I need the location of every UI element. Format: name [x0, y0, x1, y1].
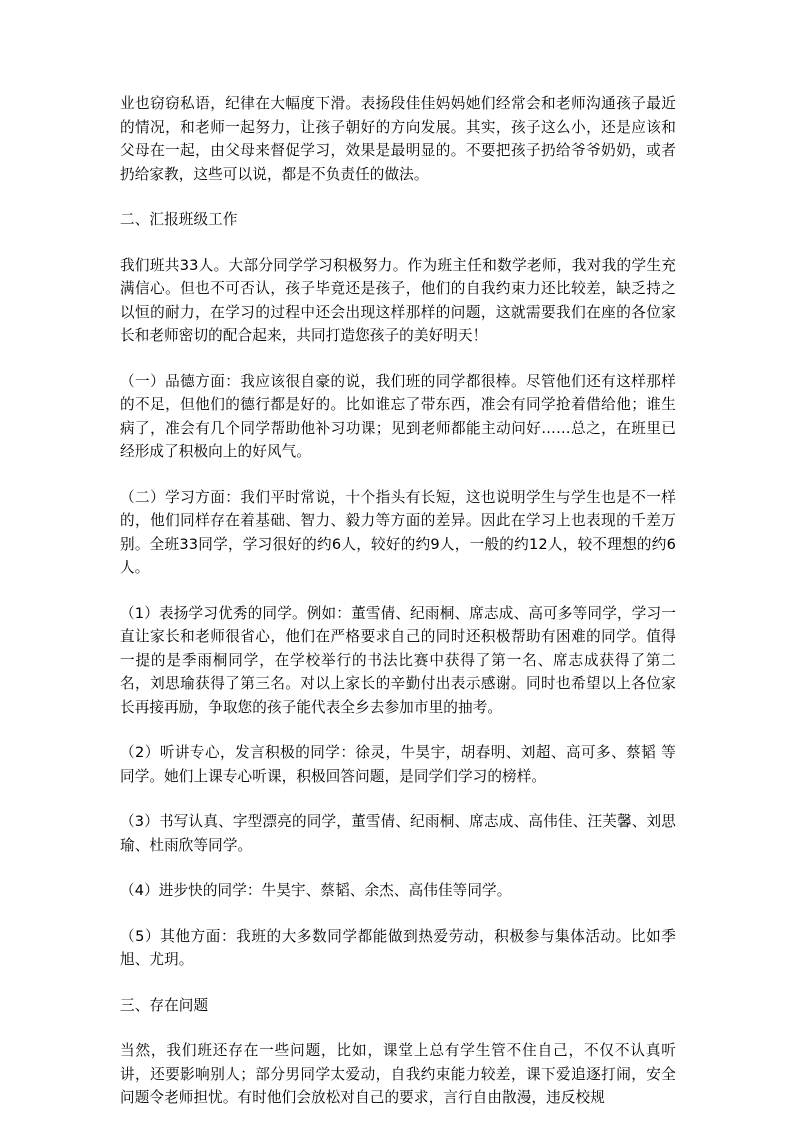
paragraph-class-overview: 我们班共33人。大部分同学学习积极努力。作为班主任和数学老师，我对我的学生充满信心。但也不可否认，孩子毕竟还是孩子，他们的自我约束力还比较差，缺乏持之以恒的耐力，在学习的过程中还会出现这样那样的问题，这就需要我们在座的各位家长和老师密切的配合起来，共同打造您孩子的美好明天！ — [120, 256, 676, 344]
paragraph-excellent-students: （1）表扬学习优秀的同学。例如：董雪倩、纪雨桐、席志成、高可多等同学，学习一直让家长和老师很省心，他们在严格要求自己的同时还积极帮助有困难的同学。值得一提的是季雨桐同学，在学校举行的书法比赛中获得了第一名、席志成获得了第二名，刘思瑜获得了第三名。对以上家长的辛勤付出表示感谢。同时也希望以上各位家长再接再励，争取您的孩子能代表全乡去参加市里的抽考。 — [120, 604, 676, 716]
paragraph-parent-communication: 业也窃窃私语，纪律在大幅度下滑。表扬段佳佳妈妈她们经常会和老师沟通孩子最近的情况，和老师一起努力，让孩子朝好的方向发展。其实，孩子这么小，还是应该和父母在一起，由父母来督促学习，效果是最明显的。不要把孩子扔给爷爷奶奶，或者扔给家教，这些可以说，都是不负责任的做法。 — [120, 95, 676, 183]
paragraph-existing-problems: 当然，我们班还存在一些问题，比如，课堂上总有学生管不住自己，不仅不认真听讲，还要影响别人；部分男同学太爱动，自我约束能力较差，课下爱追逐打闹，安全问题令老师担忧。有时他们会放松对自己的要求，言行自由散漫，违反校规 — [120, 1042, 676, 1106]
paragraph-fast-progress: （4）进步快的同学：牛昊宇、蔡韬、余杰、高伟佳等同学。 — [120, 882, 512, 899]
paragraph-other-aspects: （5）其他方面：我班的大多数同学都能做到热爱劳动，积极参与集体活动。比如季旭、尤玥。 — [120, 927, 676, 968]
paragraph-good-handwriting: （3）书写认真、字型漂亮的同学，董雪倩、纪雨桐、席志成、高伟佳、汪芙馨、刘思瑜、杜雨欣等同学。 — [120, 813, 676, 854]
paragraph-moral-aspect: （一）品德方面：我应该很自豪的说，我们班的同学都很棒。尽管他们还有这样那样的不足，但他们的德行都是好的。比如谁忘了带东西，准会有同学抢着借给他；谁生病了，准会有几个同学帮助他补习功课；见到老师都能主动问好……总之，在班里已经形成了积极向上的好风气。 — [120, 372, 676, 460]
section-heading-class-report: 二、汇报班级工作 — [120, 211, 238, 228]
section-heading-problems: 三、存在问题 — [120, 996, 209, 1014]
paragraph-study-aspect: （二）学习方面：我们平时常说，十个指头有长短，这也说明学生与学生也是不一样的，他们同样存在着基础、智力、毅力等方面的差异。因此在学习上也表现的千差万别。全班33同学，学习很好的约6人，较好的约9人，一般的约12人，较不理想的约6人。 — [120, 488, 676, 576]
paragraph-attentive-students: （2）听讲专心，发言积极的同学：徐灵，牛昊宇，胡春明、刘超、高可多、蔡韬 等同学。她们上课专心听课，积极回答问题，是同学们学习的榜样。 — [120, 744, 676, 785]
document-page — [120, 92, 676, 1110]
